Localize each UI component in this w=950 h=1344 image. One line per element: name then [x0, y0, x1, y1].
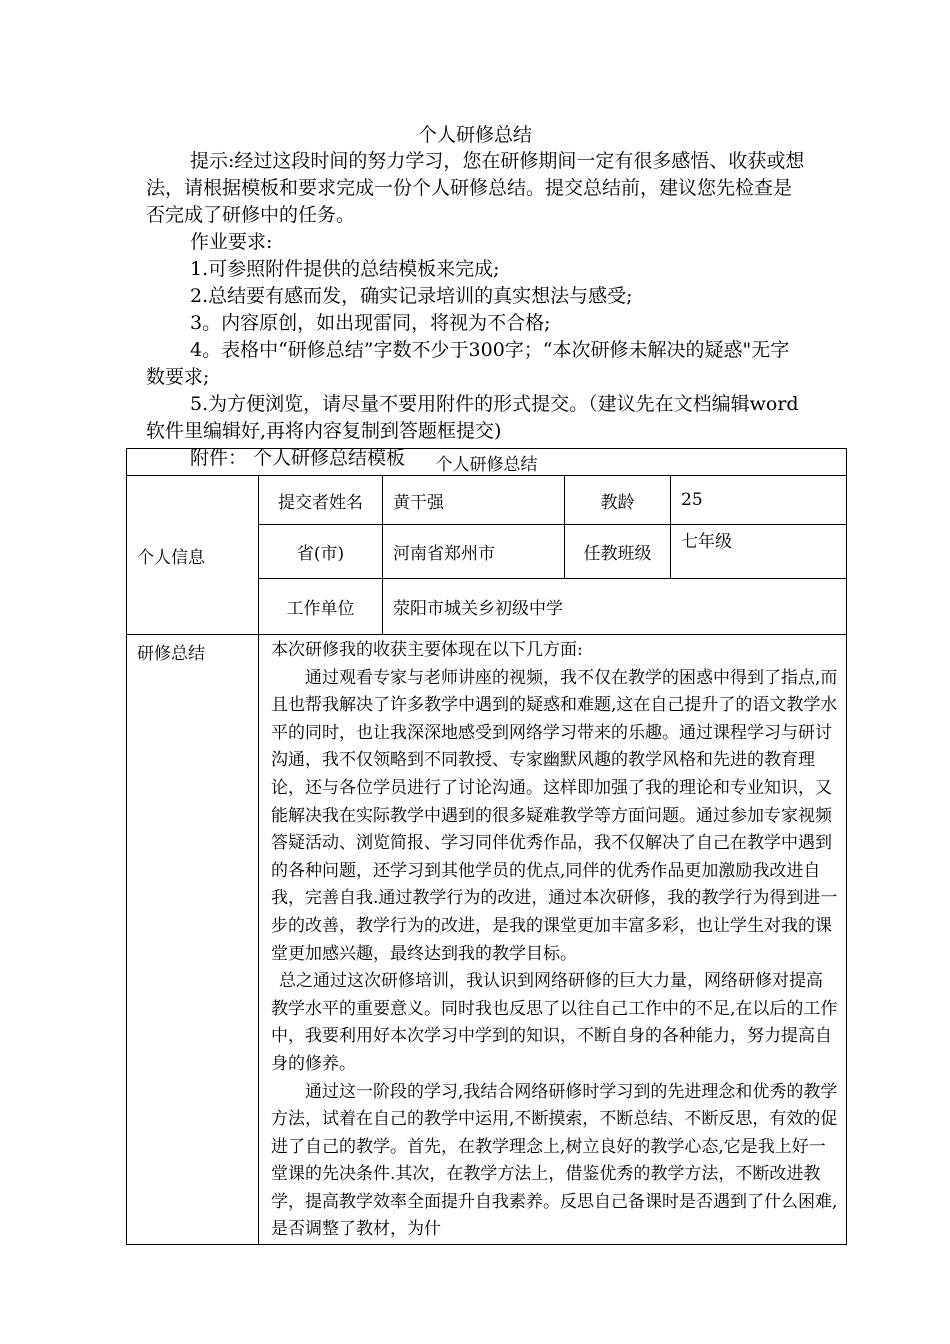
requirement-1: 1.可参照附件提供的总结模板来完成; [190, 258, 500, 280]
province-label: 省(市) [259, 525, 383, 579]
summary-paragraph-3: 总之通过这次研修培训，我认识到网络研修的巨大力量，网络研修对提高教学水平的重要意义。同时我也反思了以往自己工作中的不足,在以后的工作中，我要利用好本次学习中学到的知识，不断自身的各种能力，努力提高自身的修养。 [271, 971, 838, 1074]
name-value: 黄干强 [383, 476, 565, 525]
intro-section [146, 148, 808, 472]
summary-paragraph-4: 通过这一阶段的学习,我结合网络研修时学习到的先进理念和优秀的教学方法，试着在自己的教学中运用,不断摸索，不断总结、不断反思，有效的促进了自己的教学。首先，在教学理念上,树立良好的教学心态,它是我上好一堂课的先决条件.其次，在教学方法上，借鉴优秀的教学方法，不断改进教学，提高教学效率全面提升自我素养。反思自己备课时是否遇到了什么困难,是否调整了教材，为什 [271, 1081, 838, 1240]
form-header: 个人研修总结 [127, 449, 847, 476]
workplace-value: 荥阳市城关乡初级中学 [383, 579, 847, 635]
personal-info-label: 个人信息 [127, 476, 259, 635]
summary-label: 研修总结 [127, 635, 259, 1245]
requirements-heading: 作业要求: [190, 231, 273, 253]
summary-form-table [126, 448, 847, 1245]
summary-paragraph-1: 本次研修我的收获主要体现在以下几方面: [271, 640, 583, 660]
requirement-4: 4。表格中“研修总结”字数不少于300字；“本次研修未解决的疑惑"无字数要求; [146, 339, 790, 388]
province-value: 河南省郑州市 [383, 525, 565, 579]
teaching-years-value: 25 [671, 476, 847, 525]
name-label: 提交者姓名 [259, 476, 383, 525]
workplace-label: 工作单位 [259, 579, 383, 635]
requirement-5: 5.为方便浏览，请尽量不要用附件的形式提交。（建议先在文档编辑word软件里编辑好,再将内容复制到答题框提交) [146, 393, 799, 442]
requirement-3: 3。内容原创，如出现雷同，将视为不合格; [190, 312, 551, 334]
class-value: 七年级 [671, 525, 847, 579]
class-label: 任教班级 [565, 525, 671, 579]
intro-tip: 提示:经过这段时间的努力学习，您在研修期间一定有很多感悟、收获或想法，请根据模板和要求完成一份个人研修总结。提交总结前，建议您先检查是否完成了研修中的任务。 [146, 150, 805, 226]
teaching-years-label: 教龄 [565, 476, 671, 525]
requirement-2: 2.总结要有感而发，确实记录培训的真实想法与感受; [190, 285, 633, 307]
page-title: 个人研修总结 [417, 124, 532, 146]
summary-content [259, 635, 847, 1245]
attachment-line: 附件： 个人研修总结模板 [190, 447, 406, 469]
summary-paragraph-2: 通过观看专家与老师讲座的视频，我不仅在教学的困惑中得到了指点,而且也帮我解决了许多教学中遇到的疑惑和难题,这在自己提升了的语文教学水平的同时，也让我深深地感受到网络学习带来的乐趣。通过课程学习与研讨沟通，我不仅领略到不同教授、专家幽默风趣的教学风格和先进的教育理论，还与各位学员进行了讨论沟通。这样即加强了我的理论和专业知识，又能解决我在实际教学中遇到的很多疑难教学等方面问题。通过参加专家视频答疑活动、浏览简报、学习同伴优秀作品，我不仅解决了自己在教学中遇到的各种问题，还学习到其他学员的优点,同伴的优秀作品更加激励我改进自我，完善自我.通过教学行为的改进，通过本次研修，我的教学行为得到进一步的改善，教学行为的改进，是我的课堂更加丰富多彩，也让学生对我的课堂更加感兴趣，最终达到我的教学目标。 [271, 667, 838, 964]
